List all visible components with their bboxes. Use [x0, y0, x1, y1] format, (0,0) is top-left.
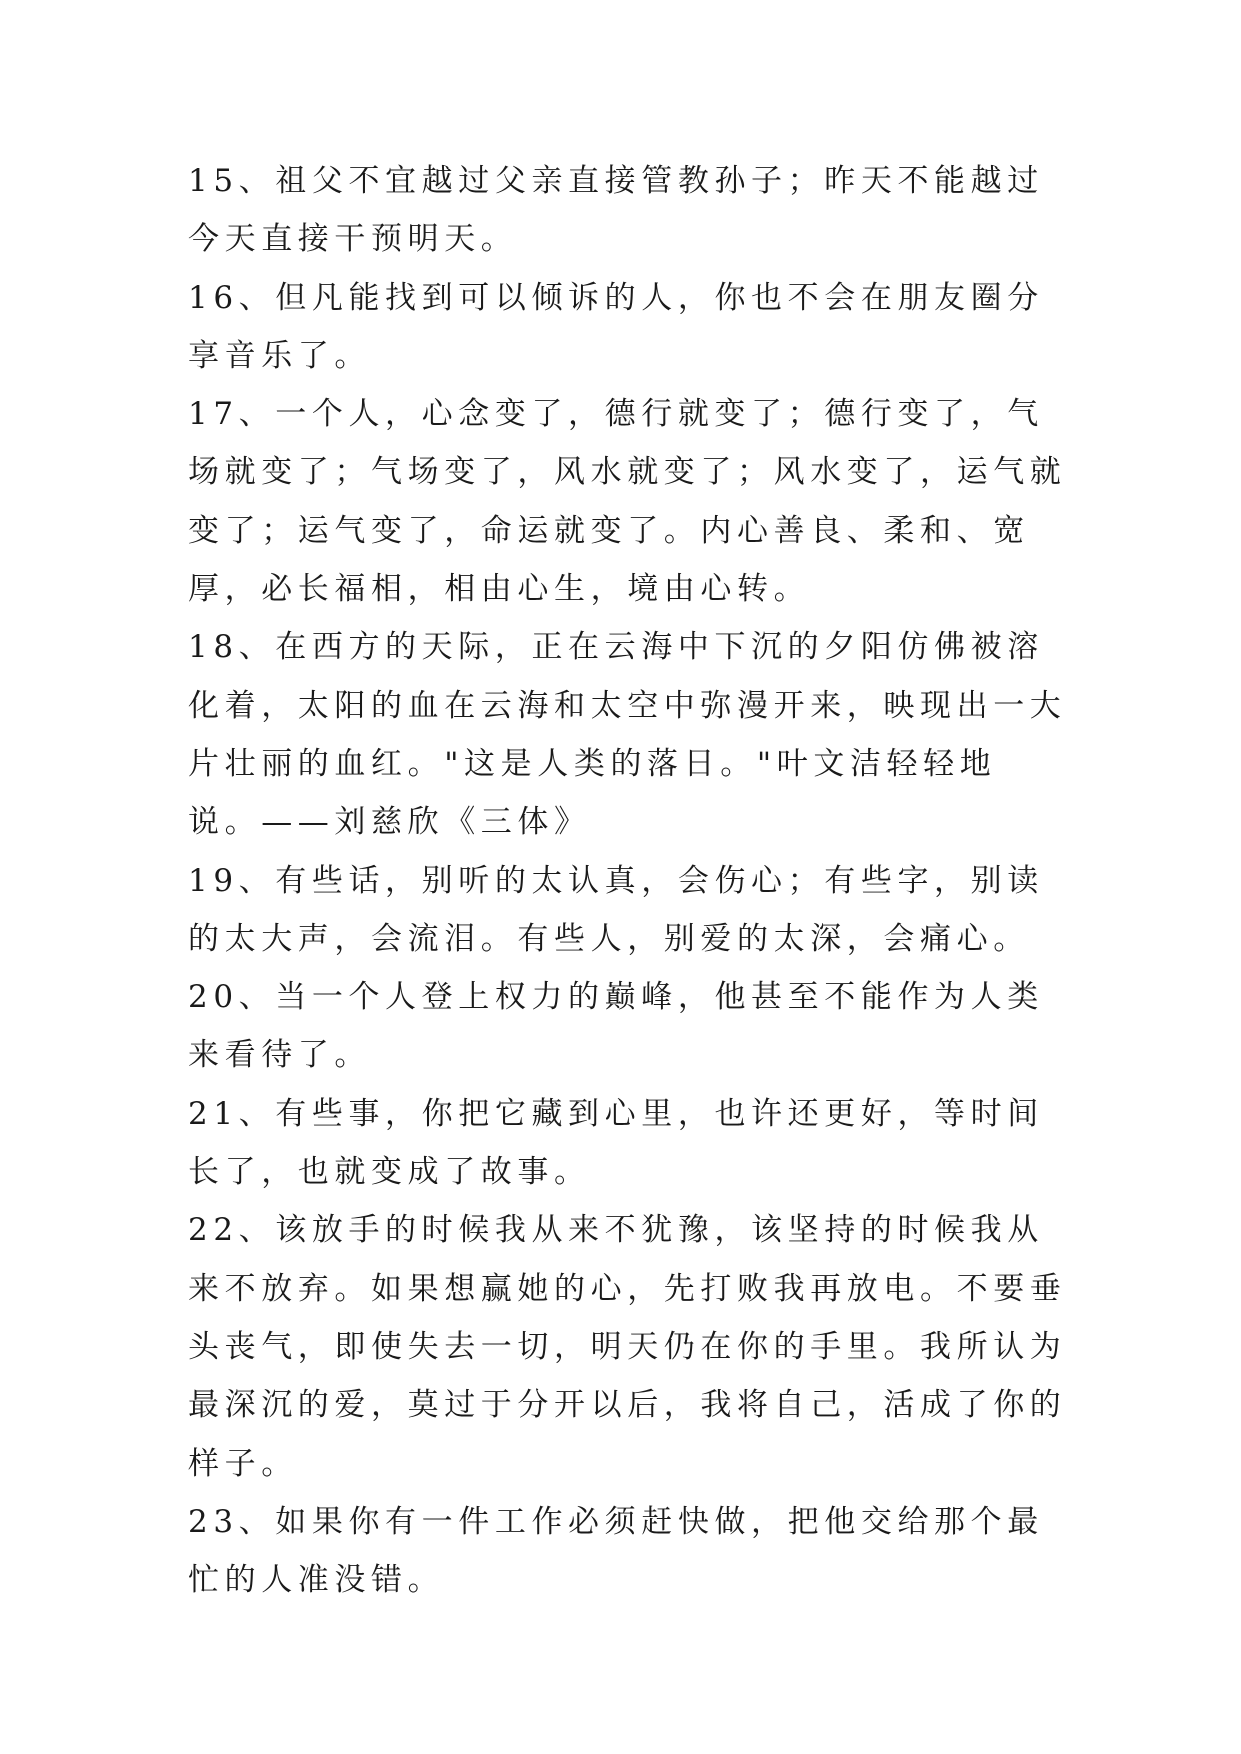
quote-entry-23: 23、如果你有一件工作必须赶快做，把他交给那个最忙的人准没错。 [188, 1503, 1044, 1599]
document-body [188, 152, 1068, 1609]
quote-entry-15: 15、祖父不宜越过父亲直接管教孙子；昨天不能越过今天直接干预明天。 [188, 163, 1044, 258]
quote-entry-16: 16、但凡能找到可以倾诉的人，你也不会在朋友圈分享音乐了。 [188, 279, 1044, 374]
quote-entry-17: 17、一个人，心念变了，德行就变了；德行变了，气场就变了；气场变了，风水就变了；风水变了，运气就变了；运气变了，命运就变了。内心善良、柔和、宽厚，必长福相，相由心生，境由心转。 [188, 396, 1067, 608]
quote-entry-20: 20、当一个人登上权力的巅峰，他甚至不能作为人类来看待了。 [188, 979, 1044, 1074]
quote-entry-21: 21、有些事，你把它藏到心里，也许还更好，等时间长了，也就变成了故事。 [188, 1095, 1044, 1191]
quote-entry-18: 18、在西方的天际，正在云海中下沉的夕阳仿佛被溶化着，太阳的血在云海和太空中弥漫开来，映现出一大片壮丽的血红。"这是人类的落日。"叶文洁轻轻地说。——刘慈欣《三体》 [188, 629, 1067, 841]
quote-entry-22: 22、该放手的时候我从来不犹豫，该坚持的时候我从来不放弃。如果想赢她的心，先打败我再放电。不要垂头丧气，即使失去一切，明天仍在你的手里。我所认为最深沉的爱，莫过于分开以后，我将自己，活成了你的样子。 [188, 1212, 1067, 1482]
quote-entry-19: 19、有些话，别听的太认真，会伤心；有些字，别读的太大声，会流泪。有些人，别爱的太深，会痛心。 [188, 862, 1044, 957]
